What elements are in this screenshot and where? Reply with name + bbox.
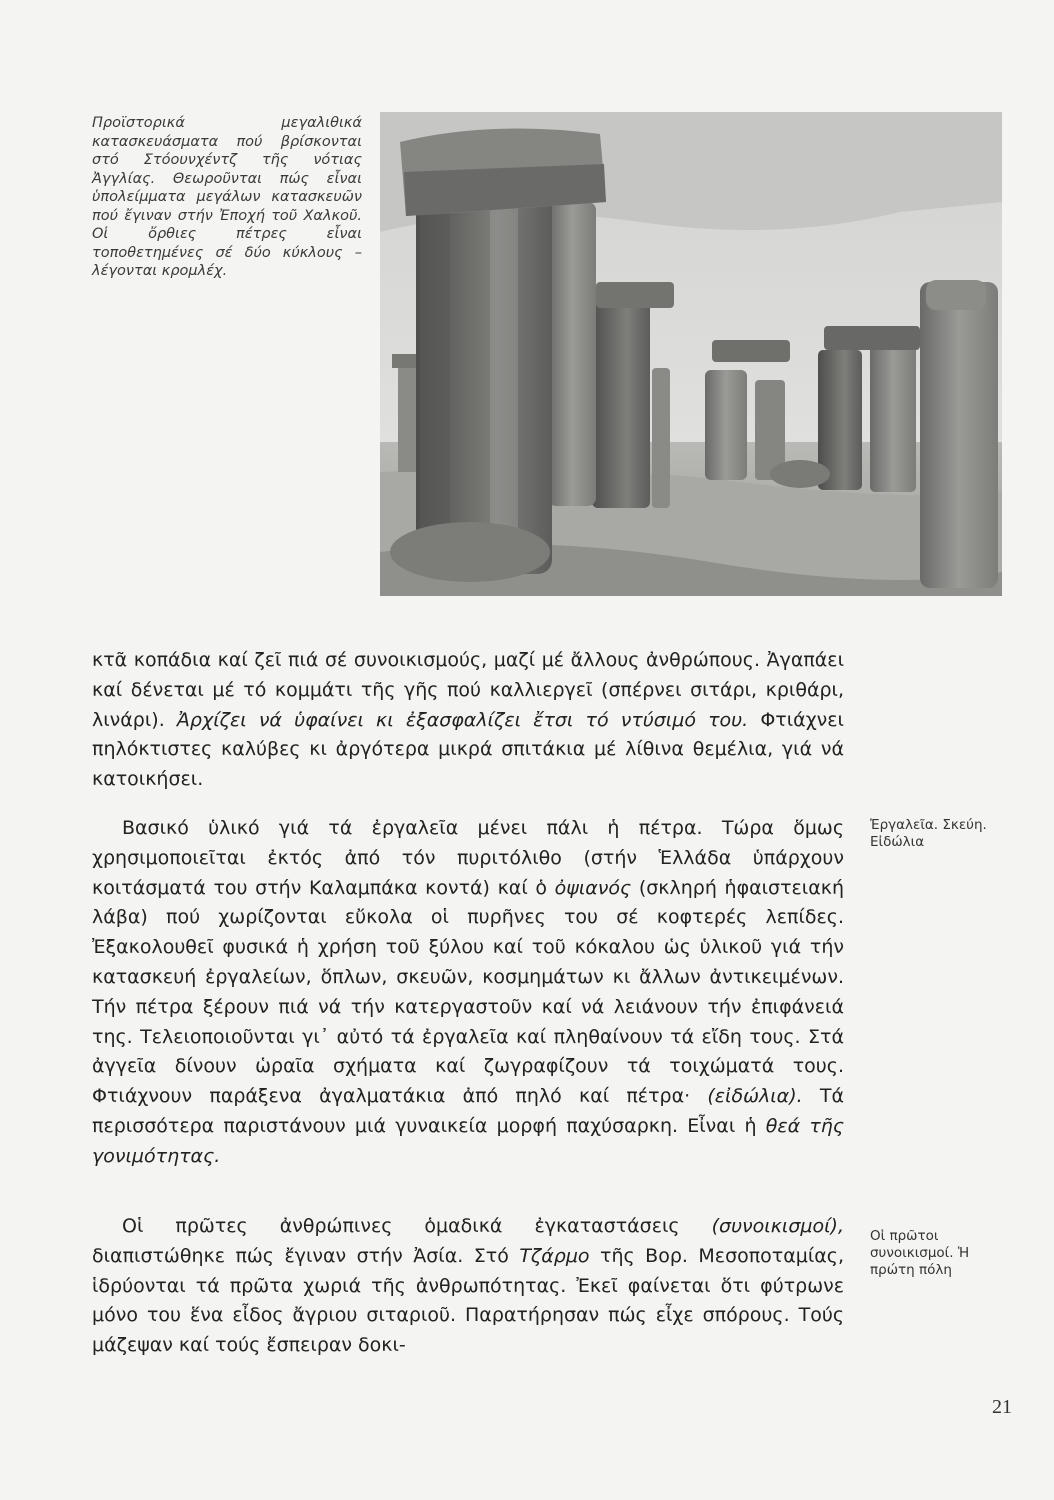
body-paragraph-3 <box>92 1212 844 1361</box>
paragraph-3-emphasis-jarmo: Τζάρμο <box>519 1244 590 1267</box>
page-number: 21 <box>992 1396 1012 1418</box>
paragraph-2-emphasis-fertility: θεά τῆς γονιμότητας. <box>92 1114 845 1167</box>
body-paragraph-1 <box>92 646 844 795</box>
paragraph-3-text-e: τῆς Βορ. Μεσοποταμίας, ἱδρύονται τά πρῶτα χωριά τῆς ἀνθρωπότητας. Ἐκεῖ φαίνεται ὅτι φύτρωνε μόνο του ἕνα εἶδος ἄγριου σιταριοῦ. Παρατήρησαν πώς εἶχε σπόρους. Τούς μάζεψαν καί τούς ἔσπειραν δοκι- <box>92 1244 844 1357</box>
paragraph-1-text-a: κτᾶ κοπάδια καί ζεῖ πιά σέ συνοικισμούς, μαζί μέ ἄλλους ἀνθρώπους. Ἀγαπάει καί δένεται μέ τό κομμάτι τῆς γῆς πού καλλιεργεῖ (σπέρνει σιτάρι, κριθάρι, λινάρι). <box>92 649 844 731</box>
paragraph-1-emphasis: Ἀρχίζει νά ὑφαίνει κι ἐξασφαλίζει ἔτσι τό ντύσιμό του. <box>176 708 749 731</box>
paragraph-2-emphasis-obsidian: ὀψιανός <box>554 876 632 899</box>
stonehenge-photo <box>380 112 1002 596</box>
paragraph-3-text-a: Οἱ πρῶτες ἀνθρώπινες ὁμαδικά ἐγκαταστάσεις <box>122 1215 712 1237</box>
paragraph-2-emphasis-idols: (εἰδώλια). <box>707 1085 803 1108</box>
stonehenge-illustration <box>380 112 1002 596</box>
paragraph-3-text-c: διαπιστώθηκε πώς ἔγιναν στήν Ἀσία. Στό <box>92 1244 520 1267</box>
paragraph-3-emphasis-settlements: (συνοικισμοί), <box>711 1215 844 1237</box>
paragraph-1-text-c: Φτιάχνει πηλόκτιστες καλύβες κι ἀργότερα μικρά σπιτάκια μέ λίθινα θεμέλια, γιά νά κατοικήσει. <box>92 708 844 791</box>
paragraph-2-text-c: (σκληρή ἡφαιστειακή λάβα) πού χωρίζονται εὔκολα οἱ πυρῆνες του σέ κοφτερές λεπίδες. Ἐξακολουθεῖ φυσικά ἡ χρήση τοῦ ξύλου καί τοῦ κόκαλου ὡς ὑλικοῦ γιά τήν κατασκευή ἐργαλείων, ὅπλων, σκευῶν, κοσμημάτων κι ἄλλων ἀντικειμένων. Τήν πέτρα ξέρουν πιά νά τήν κατεργαστοῦν καί νά λειάνουν τήν ἐπιφάνειά της. Τελειοποιοῦνται γι᾽ αὐτό τά ἐργαλεῖα καί πληθαίνουν τά εἴδη τους. Στά ἀγγεῖα δίνουν ὡραῖα σχήματα καί ζωγραφίζουν τά τοιχώματά τους. Φτιάχνουν παράξενα ἀγαλματάκια ἀπό πηλό καί πέτρα· <box>92 876 844 1108</box>
photo-caption: Προϊστορικά μεγαλιθικά κατασκευάσματα πού βρίσκονται στό Στόουνχέντζ τῆς νότιας Ἀγγλίας. Θεωροῦνται πώς εἶναι ὑπολείμματα μεγάλων κατασκευῶν πού ἔγιναν στήν Ἐποχή τοῦ Χαλκοῦ. Οἱ ὄρθιες πέτρες εἶναι τοποθετημένες σέ δύο κύκλους – λέγονται κρομλέχ. <box>92 115 362 279</box>
margin-note-tools: Ἐργαλεῖα. Σκεύη. Εἰδώλια <box>870 817 987 850</box>
paragraph-2-text-a: Βασικό ὑλικό γιά τά ἐργαλεῖα μένει πάλι ἡ πέτρα. Τώρα ὅμως χρησιμοποιεῖται ἐκτός ἀπό τόν πυριτόλιθο (στήν Ἑλλάδα ὑπάρχουν κοιτάσματά του στήν Καλαμπάκα κοντά) καί ὁ <box>92 817 844 899</box>
paragraph-2-text-e: Τά περισσότερα παριστάνουν μιά γυναικεία μορφή παχύσαρκη. Εἶναι ἡ <box>92 1085 845 1137</box>
body-paragraph-2 <box>92 814 844 1172</box>
margin-note-settlements: Οἱ πρῶτοι συνοικισμοί. Ἡ πρώτη πόλη <box>870 1228 970 1278</box>
